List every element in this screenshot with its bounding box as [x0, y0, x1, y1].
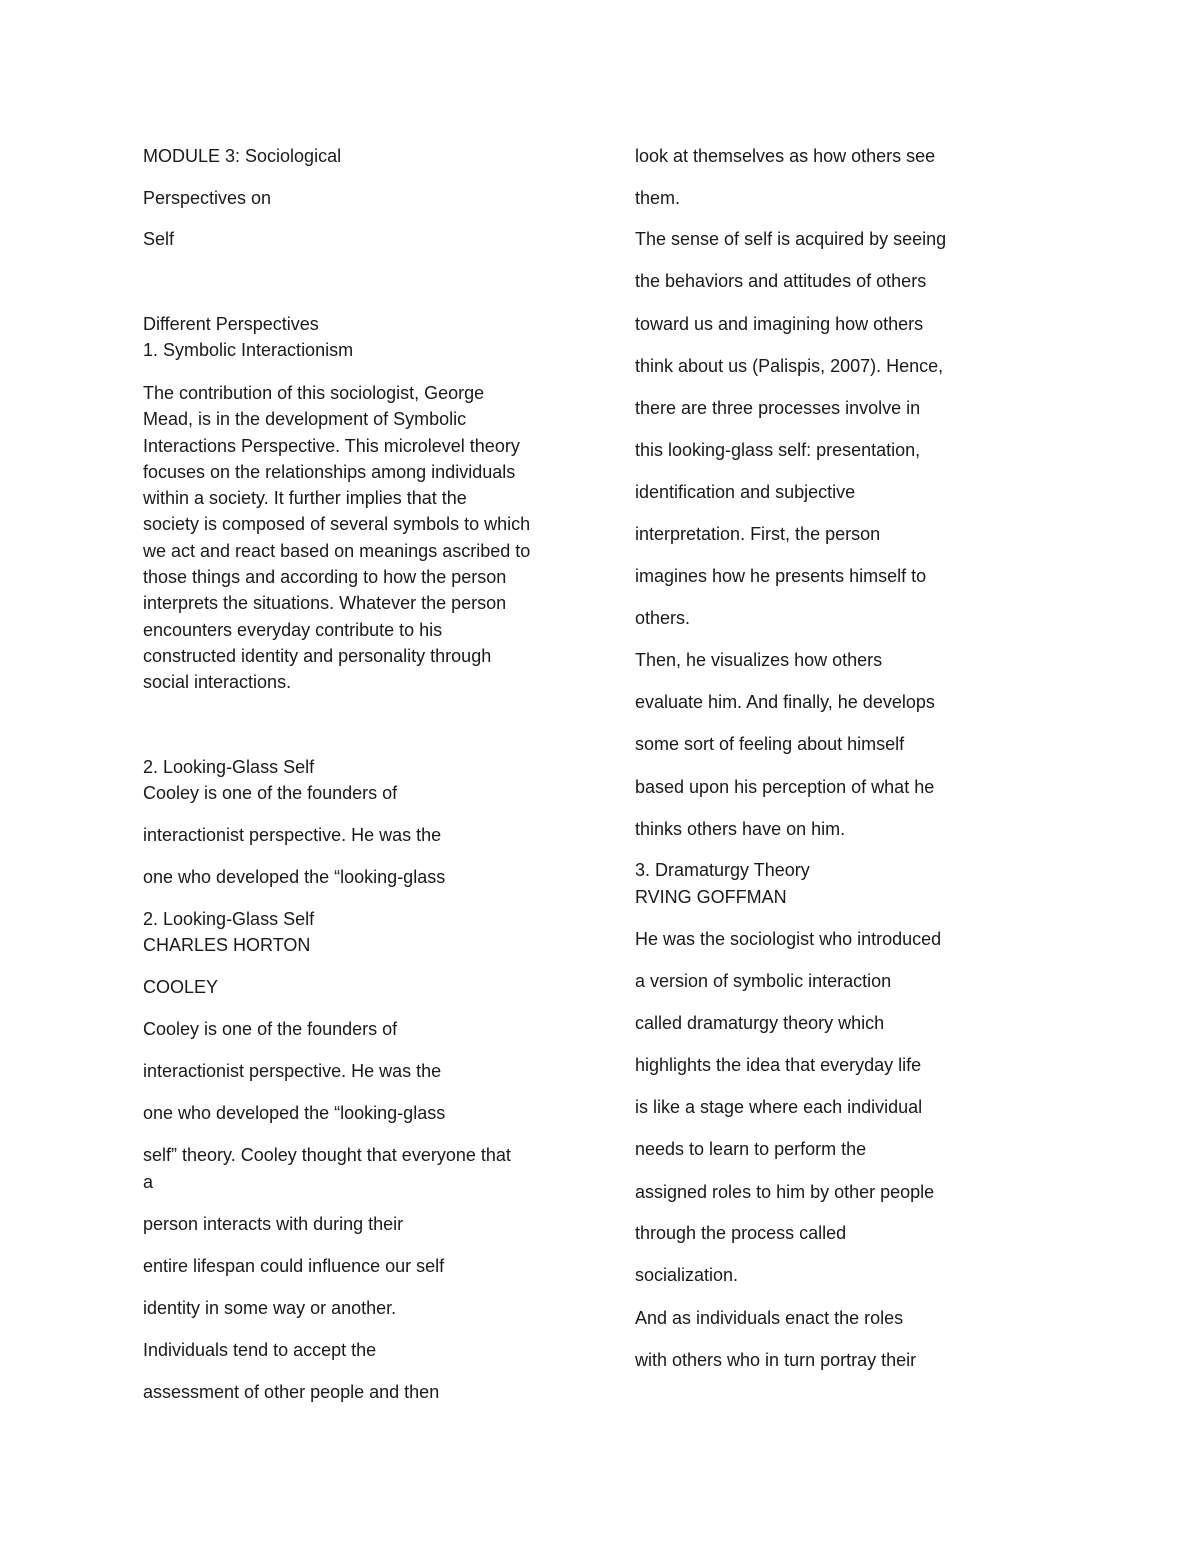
- body-line: called dramaturgy theory which: [635, 1013, 885, 1033]
- dramaturgy-author-name: RVING GOFFMAN: [635, 887, 787, 907]
- body-line: evaluate him. And finally, he develops: [635, 692, 935, 712]
- body-line: assessment of other people and then: [143, 1382, 440, 1402]
- body-line: interpretation. First, the person: [635, 524, 881, 544]
- body-line: entire lifespan could influence our self: [143, 1256, 445, 1276]
- body-line: one who developed the “looking-glass: [143, 1103, 446, 1123]
- body-line: thinks others have on him.: [635, 819, 846, 839]
- paragraph-line: constructed identity and personality through: [143, 645, 492, 666]
- body-line: Individuals tend to accept the: [143, 1340, 377, 1360]
- body-line: And as individuals enact the roles: [635, 1308, 904, 1328]
- author-name: CHARLES HORTON: [143, 935, 311, 955]
- body-line: He was the sociologist who introduced: [635, 929, 942, 949]
- body-line: identity in some way or another.: [143, 1298, 397, 1318]
- body-line: person interacts with during their: [143, 1214, 404, 1234]
- module-title-line-3: Self: [143, 229, 175, 249]
- body-line: Then, he visualizes how others: [635, 650, 883, 670]
- paragraph-line: encounters everyday contribute to his: [143, 619, 443, 640]
- dramaturgy-heading: 3. Dramaturgy Theory: [635, 860, 810, 880]
- looking-glass-line: one who developed the “looking-glass: [143, 867, 446, 887]
- body-line: the behaviors and attitudes of others: [635, 271, 927, 291]
- body-line: needs to learn to perform the: [635, 1139, 867, 1159]
- paragraph-line: The contribution of this sociologist, George: [143, 383, 485, 403]
- body-line: with others who in turn portray their: [635, 1350, 917, 1370]
- body-line: assigned roles to him by other people: [635, 1182, 935, 1202]
- body-line: them.: [635, 188, 681, 208]
- body-line: interactionist perspective. He was the: [143, 1061, 442, 1081]
- body-line: Cooley is one of the founders of: [143, 1019, 398, 1039]
- paragraph-line: we act and react based on meanings ascribed to: [143, 540, 531, 561]
- paragraph-line: interprets the situations. Whatever the person: [143, 593, 507, 614]
- body-line: some sort of feeling about himself: [635, 734, 905, 754]
- paragraph-line: Interactions Perspective. This microlevel theory: [143, 435, 520, 456]
- paragraph-line: social interactions.: [143, 672, 292, 693]
- body-line: this looking-glass self: presentation,: [635, 440, 921, 460]
- body-line: self” theory. Cooley thought that everyone that: [143, 1145, 511, 1165]
- symbolic-interactionism-heading: 1. Symbolic Interactionism: [143, 340, 354, 360]
- body-line: others.: [635, 608, 691, 628]
- looking-glass-heading: 2. Looking-Glass Self: [143, 757, 315, 777]
- paragraph-line: those things and according to how the person: [143, 567, 507, 588]
- body-line: think about us (Palispis, 2007). Hence,: [635, 356, 944, 376]
- body-line: a version of symbolic interaction: [635, 971, 892, 991]
- body-line: imagines how he presents himself to: [635, 566, 927, 586]
- body-line: toward us and imagining how others: [635, 314, 924, 334]
- body-line: a: [143, 1172, 154, 1192]
- section-heading: Different Perspectives: [143, 314, 319, 334]
- paragraph-line: Mead, is in the development of Symbolic: [143, 409, 467, 430]
- body-line: The sense of self is acquired by seeing: [635, 229, 947, 249]
- author-name-line-2: COOLEY: [143, 977, 219, 997]
- body-line: identification and subjective: [635, 482, 856, 502]
- paragraph-line: society is composed of several symbols to which: [143, 514, 531, 535]
- body-line: based upon his perception of what he: [635, 777, 935, 797]
- paragraph-line: focuses on the relationships among individuals: [143, 461, 516, 482]
- looking-glass-line: interactionist perspective. He was the: [143, 825, 442, 845]
- module-title: MODULE 3: Sociological: [143, 146, 342, 166]
- paragraph-line: within a society. It further implies that the: [143, 488, 467, 509]
- body-line: is like a stage where each individual: [635, 1097, 923, 1117]
- module-title-line-2: Perspectives on: [143, 188, 272, 208]
- body-line: socialization.: [635, 1265, 739, 1285]
- body-line: highlights the idea that everyday life: [635, 1055, 922, 1075]
- body-line: there are three processes involve in: [635, 398, 921, 418]
- symbolic-interactionism-paragraph: [143, 380, 530, 696]
- body-line: through the process called: [635, 1223, 847, 1243]
- looking-glass-heading-repeat: 2. Looking-Glass Self: [143, 909, 315, 929]
- looking-glass-line: Cooley is one of the founders of: [143, 783, 398, 803]
- body-line: look at themselves as how others see: [635, 146, 936, 166]
